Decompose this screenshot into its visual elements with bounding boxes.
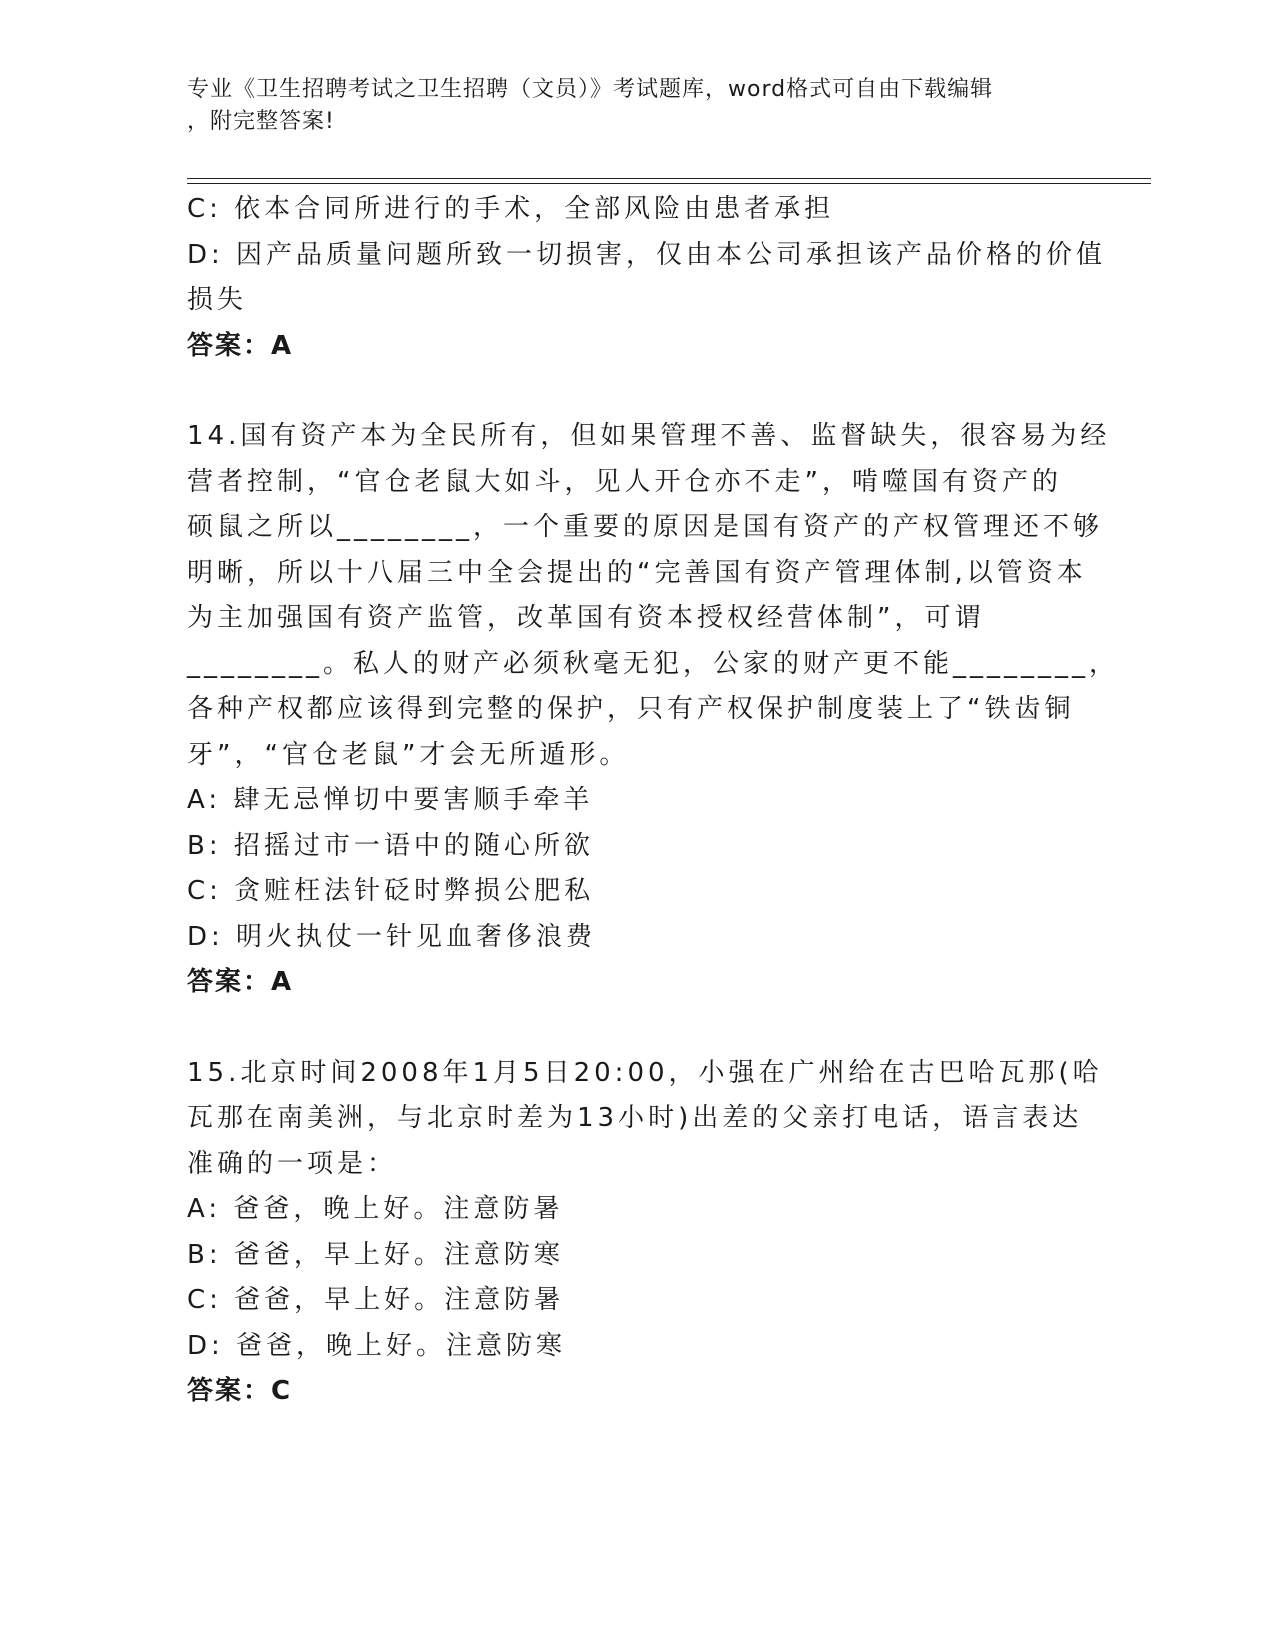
spacer	[187, 369, 1067, 414]
question-text-line: 14.国有资产本为全民所有，但如果管理不善、监督缺失，很容易为经	[187, 421, 1111, 451]
document-body	[187, 187, 1120, 1415]
question-14	[187, 414, 1120, 1006]
spacer	[187, 1006, 1067, 1051]
option-b: B: 爸爸，早上好。注意防寒	[187, 1239, 564, 1270]
header-rule-bottom	[187, 183, 1151, 184]
option-c: C: 爸爸，早上好。注意防暑	[187, 1285, 565, 1315]
answer-line: 答案：C	[187, 1376, 293, 1406]
header-line-1: 专业《卫生招聘考试之卫生招聘（文员）》考试题库，word格式可自由下载编辑	[187, 77, 994, 102]
option-c: C: 贪赃枉法针砭时弊损公肥私	[187, 876, 595, 906]
question-text-line: 营者控制，“官仓老鼠大如斗，见人开仓亦不走”，啃噬国有资产的	[187, 466, 1062, 497]
option-d-continued: 损失	[187, 285, 248, 315]
prev-question-block	[187, 187, 1107, 369]
option-d: D: 明火执仗一针见血奢侈浪费	[187, 921, 597, 952]
answer-line: 答案：A	[187, 967, 294, 997]
question-text-line: 硕鼠之所以________，一个重要的原因是国有资产的产权管理还不够	[187, 512, 1104, 542]
question-text-line: 15.北京时间2008年1月5日20:00，小强在广州给在古巴哈瓦那(哈	[187, 1057, 1103, 1088]
question-text-line: 为主加强国有资产监管，改革国有资本授权经营体制”，可谓	[187, 603, 985, 633]
question-text-line: 各种产权都应该得到完整的保护，只有产权保护制度装上了“铁齿铜	[187, 694, 1075, 724]
page-header	[187, 74, 1067, 138]
header-line-2: ，附完整答案!	[187, 109, 335, 134]
question-text-line: 牙”，“官仓老鼠”才会无所遁形。	[187, 739, 630, 770]
answer-line: 答案：A	[187, 330, 294, 361]
option-d: D: 爸爸，晚上好。注意防寒	[187, 1330, 567, 1361]
header-rule-top	[187, 178, 1151, 179]
option-a: A: 肆无忌惮切中要害顺手牵羊	[187, 785, 594, 815]
question-text-line: ________。私人的财产必须秋毫无犯，公家的财产更不能________，	[187, 648, 1120, 679]
option-a: A: 爸爸，晚上好。注意防暑	[187, 1194, 564, 1224]
question-text-line: 准确的一项是：	[187, 1148, 398, 1179]
question-15	[187, 1051, 1103, 1415]
option-c: C: 依本合同所进行的手术，全部风险由患者承担	[187, 194, 835, 224]
option-d: D: 因产品质量问题所致一切损害，仅由本公司承担该产品价格的价值	[187, 239, 1107, 270]
option-b: B: 招摇过市一语中的随心所欲	[187, 830, 594, 861]
question-text-line: 瓦那在南美洲，与北京时差为13小时)出差的父亲打电话，语言表达	[187, 1103, 1083, 1133]
question-text-line: 明晰，所以十八届三中全会提出的“完善国有资产管理体制,以管资本	[187, 557, 1087, 588]
